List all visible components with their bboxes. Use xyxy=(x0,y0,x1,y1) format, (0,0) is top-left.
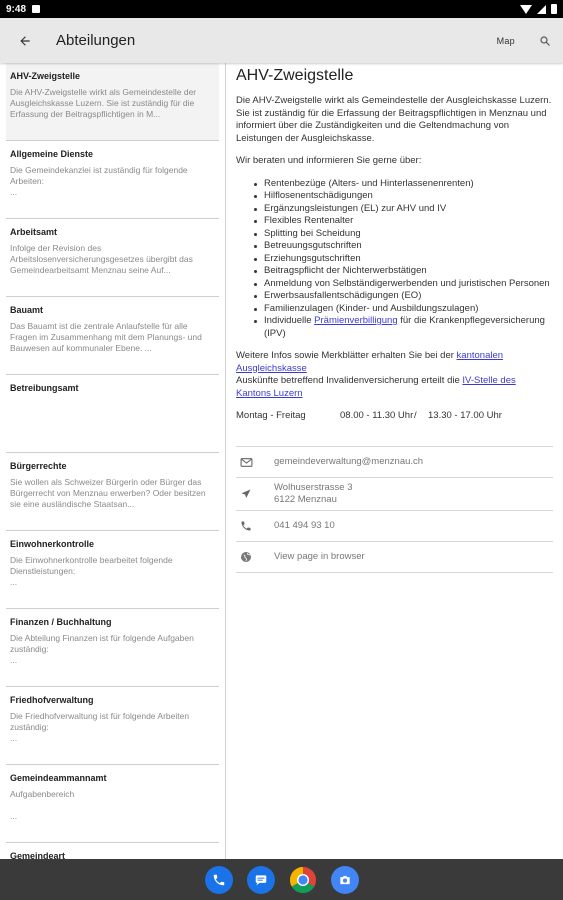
contact-web[interactable] xyxy=(236,542,553,573)
list-item-title: Allgemeine Dienste xyxy=(10,149,94,159)
list-item-desc: Die Friedhofverwaltung ist für folgende Arbeiten zuständig: ... xyxy=(10,711,190,743)
list-item-bauamt[interactable] xyxy=(6,297,219,375)
email-text: gemeindeverwaltung@menznau.ch xyxy=(274,456,424,467)
globe-icon xyxy=(236,551,274,563)
list-item-finanzen[interactable] xyxy=(6,609,219,687)
list-item: Erwerbsausfallentschädigungen (EO) xyxy=(254,290,553,303)
more-info xyxy=(236,350,553,375)
ausgleichskasse-link[interactable]: kantonalen Ausgleichskasse xyxy=(236,350,504,374)
navigation-icon xyxy=(236,488,274,500)
status-time: 9:48 xyxy=(6,3,27,15)
more-info-prefix: Weitere Infos sowie Merkblätter erhalten Sie bei der xyxy=(236,350,457,361)
advice-intro: Wir beraten und informieren Sie gerne über: xyxy=(236,155,422,166)
list-item-desc: Die Abteilung Finanzen ist für folgende Aufgaben zuständig: ... xyxy=(10,633,194,665)
list-item-title: Gemeindeammannamt xyxy=(10,773,107,783)
list-item-friedhofverwaltung[interactable] xyxy=(6,687,219,765)
detail-title: AHV-Zweigstelle xyxy=(236,67,354,84)
list-item-desc: Sie wollen als Schweizer Bürgerin oder Bürger das Bürgerrecht von Menznau erwerben? Oder besitzen sie eine ausländische Staatsan... xyxy=(10,477,206,509)
list-item-ipv xyxy=(254,315,553,340)
address-street: Wolhuserstrasse 3 xyxy=(274,482,353,493)
list-item-title: Betreibungsamt xyxy=(10,383,79,393)
iv-info-prefix: Auskünfte betreffend Invalidenversicherung erteilt die xyxy=(236,375,463,386)
list-item: Rentenbezüge (Alters- und Hinterlassenenrenten) xyxy=(254,178,553,191)
app-bar xyxy=(0,18,563,63)
web-text: View page in browser xyxy=(274,551,365,562)
signal-icon xyxy=(537,5,546,14)
list-item: Ergänzungsleistungen (EL) zur AHV und IV xyxy=(254,203,553,216)
list-item: Familienzulagen (Kinder- und Ausbildungszulagen) xyxy=(254,303,553,316)
page-title: Abteilungen xyxy=(56,32,136,49)
list-item: Hilflosenentschädigungen xyxy=(254,190,553,203)
list-item-desc: Die Einwohnerkontrolle bearbeitet folgende Dienstleistungen: ... xyxy=(10,555,173,587)
list-item-title: Bürgerrechte xyxy=(10,461,67,471)
battery-icon xyxy=(551,4,557,14)
department-list xyxy=(0,63,226,859)
list-item-desc: Die Gemeindekanzlei ist zuständig für folgende Arbeiten: ... xyxy=(10,165,188,197)
iv-stelle-link[interactable]: IV-Stelle des Kantons Luzern xyxy=(236,375,516,399)
map-button[interactable]: Map xyxy=(496,35,515,46)
list-item-einwohnerkontrolle[interactable] xyxy=(6,531,219,609)
list-item: Anmeldung von Selbständigerwerbenden und juristischen Personen xyxy=(254,278,553,291)
list-item-title: Finanzen / Buchhaltung xyxy=(10,617,112,627)
phone-icon xyxy=(236,520,274,532)
phone-text: 041 494 93 10 xyxy=(274,520,335,531)
list-item-desc: Aufgabenbereich ... xyxy=(10,789,75,821)
list-item: Flexibles Rentenalter xyxy=(254,215,553,228)
hours-morning: 08.00 - 11.30 Uhr xyxy=(340,410,414,421)
list-item-title: Gemeindeart xyxy=(10,851,66,859)
list-item-gemeindeammannamt[interactable] xyxy=(6,765,219,843)
list-item: Beitragspflicht der Nichterwerbstätigen xyxy=(254,265,553,278)
hours-separator: / xyxy=(414,410,417,421)
arrow-back-icon xyxy=(18,34,32,48)
list-item: Splitting bei Scheidung xyxy=(254,228,553,241)
phone-app-icon[interactable] xyxy=(205,866,233,894)
search-button[interactable] xyxy=(527,18,563,63)
list-item-desc: Das Bauamt ist die zentrale Anlaufstelle für alle Fragen im Zusammenhang mit dem Planungs- und Bauwesen auf kommunaler Ebene. ... xyxy=(10,321,202,353)
list-item-desc: Die AHV-Zweigstelle wirkt als Gemeindestelle der Ausgleichskasse Luzern. Sie ist zuständig für die Erfassung der Beitragspflichtigen in M... xyxy=(10,87,197,119)
list-item-gemeindeart[interactable] xyxy=(6,843,219,859)
detail-pane xyxy=(226,63,563,859)
search-icon xyxy=(539,35,551,47)
contact-email[interactable] xyxy=(236,447,553,478)
chrome-app-icon[interactable] xyxy=(289,866,317,894)
ipv-suffix: für die Krankenpflegeversicherung (IPV) xyxy=(264,315,545,339)
address-city: 6122 Menznau xyxy=(274,494,337,505)
list-item-arbeitsamt[interactable] xyxy=(6,219,219,297)
service-list xyxy=(236,178,553,341)
list-item: Erziehungsgutschriften xyxy=(254,253,553,266)
list-item: Betreuungsgutschriften xyxy=(254,240,553,253)
iv-info xyxy=(236,375,553,400)
contact-list xyxy=(236,446,553,573)
status-bar xyxy=(0,0,563,18)
contact-address[interactable] xyxy=(236,478,553,511)
back-button[interactable] xyxy=(0,18,50,63)
list-item-title: Arbeitsamt xyxy=(10,227,58,237)
notification-icon xyxy=(32,5,40,13)
hours-afternoon: 13.30 - 17.00 Uhr xyxy=(428,410,502,421)
detail-intro: Die AHV-Zweigstelle wirkt als Gemeindestelle der Ausgleichskasse Luzern. Sie ist zuständig für die Erfassung der Beitragspflichtigen in Menznau und informiert über die Zuständigkeiten und die Geltendmachung von Leistungen der Ausgleichskasse. xyxy=(236,95,552,144)
praemienverbilligung-link[interactable]: Prämienverbilligung xyxy=(314,315,398,326)
list-item-title: AHV-Zweigstelle xyxy=(10,71,81,81)
list-item-allgemeine-dienste[interactable] xyxy=(6,141,219,219)
opening-hours xyxy=(236,410,553,422)
list-item-betreibungsamt[interactable] xyxy=(6,375,219,453)
list-item-ahv[interactable] xyxy=(6,63,219,141)
wifi-icon xyxy=(520,5,532,14)
hours-day: Montag - Freitag xyxy=(236,410,306,421)
messages-app-icon[interactable] xyxy=(247,866,275,894)
app-dock xyxy=(0,859,563,900)
list-item-title: Bauamt xyxy=(10,305,44,315)
camera-app-icon[interactable] xyxy=(331,866,359,894)
ipv-prefix: Individuelle xyxy=(264,315,315,326)
list-item-title: Einwohnerkontrolle xyxy=(10,539,95,549)
list-item-buergerrechte[interactable] xyxy=(6,453,219,531)
list-item-title: Friedhofverwaltung xyxy=(10,695,94,705)
email-icon xyxy=(236,456,274,469)
list-item-desc: Infolge der Revision des Arbeitslosenversicherungsgesetzes übergibt das Gemeindearbeitsamt Menznau seine Auf... xyxy=(10,243,193,275)
contact-phone[interactable] xyxy=(236,511,553,542)
